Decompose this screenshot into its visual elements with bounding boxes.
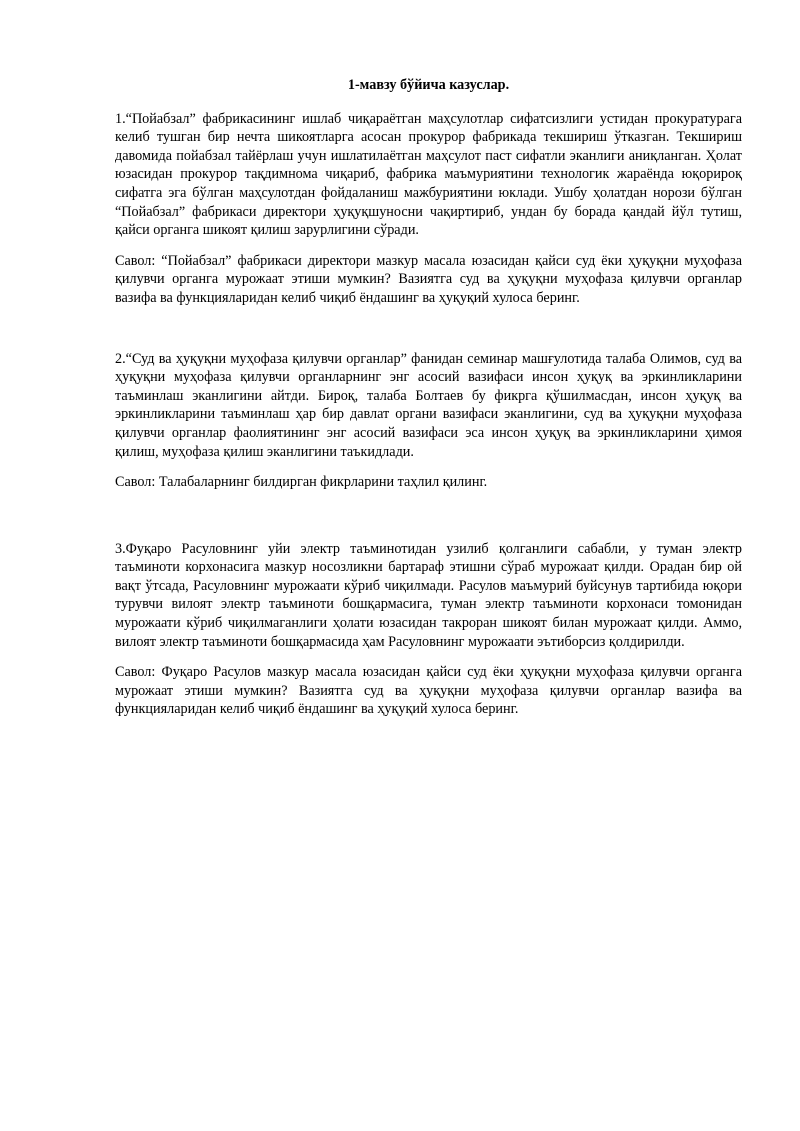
case-2-text: 2.“Суд ва ҳуқуқни муҳофаза қилувчи органлар” фанидан семинар машғулотида талаба Олимов, суд ва ҳуқуқни муҳофаза қилувчи органларнинг энг асосий вазифаси инсон ҳуқуқ ва эркинликларини таъминлаш эканлигини айтди. Бироқ, талаба Болтаев бу фикрга қўшилмасдан, инсон ҳуқуқ ва эркинликларини таъминлаш ҳар бир давлат органи вазифаси эканлигини, суд ва ҳуқуқни муҳофаза қилувчи органлар фаолиятининг энг асосий вазифаси эса инсон ҳуқуқ ва эркинликларини ҳимоя қилиш, муҳофаза қилиш эканлигини таъкидлади. [115,350,742,460]
case-3-question: Савол: Фуқаро Расулов мазкур масала юзасидан қайси суд ёки ҳуқуқни муҳофаза қилувчи органга мурожаат этиши мумкин? Вазиятга суд ва ҳуқуқни муҳофаза қилувчи органлар вазифа ва функцияларидан келиб чиқиб ёндашинг ва ҳуқуқий хулоса беринг. [115,664,742,718]
case-spacer [115,492,742,540]
document-body [115,76,742,719]
document-title: 1-мавзу бўйича казуслар. [347,77,510,93]
case-1-question: Савол: “Пойабзал” фабрикаси директори мазкур масала юзасидан қайси суд ёки ҳуқуқни муҳофаза қилувчи органга мурожаат этиши мумкин? Вазиятга суд ва ҳуқуқни муҳофаза қилувчи органлар вазифа ва функцияларидан келиб чиқиб ёндашинг ва ҳуқуқий хулоса беринг. [115,252,742,306]
case-1-text: 1.“Пойабзал” фабрикасининг ишлаб чиқараётган маҳсулотлар сифатсизлиги устидан прокуратурага келиб тушган бир нечта шикоятларга асосан прокурор фабрикада текшириш ўтказган. Текшириш давомида пойабзал тайёрлаш учун ишлатилаётган маҳсулот паст сифатли эканлиги аниқланган. Ҳолат юзасидан прокурор тақдимнома чиқариб, фабрика маъмуриятини технологик жараёнда юқорироқ сифатга эга бўлган маҳсулотдан фойдаланиш мажбуриятини юклади. Ушбу ҳолатдан норози бўлган “Пойабзал” фабрикаси директори ҳуқуқшуносни чақиртириб, ундан бу борада қандай йўл тутиш, қайси органга шикоят қилиш зарурлигини сўради. [115,110,742,239]
case-spacer [115,308,742,350]
case-2-question: Савол: Талабаларнинг билдирган фикрларини таҳлил қилинг. [115,474,488,491]
case-3-text: 3.Фуқаро Расуловнинг уйи электр таъминотидан узилиб қолганлиги сабабли, у туман электр таъминоти корхонасига мазкур носозликни бартараф этишни сўраб мурожаат қилди. Орадан бир ой вақт ўтсада, Расуловнинг мурожаати кўриб чиқилмади. Расулов маъмурий буйсунув тартибида юқори турувчи вилоят электр таъминоти бошқармасига, туман электр таъминоти корхонаси томонидан мурожаати кўриб чиқилмаганлиги ҳолати юзасидан такроран шикоят билан мурожаат қилди. Аммо, вилоят электр таъминоти бошқармасида ҳам Расуловнинг мурожаати эътиборсиз қолдирилди. [115,540,742,650]
